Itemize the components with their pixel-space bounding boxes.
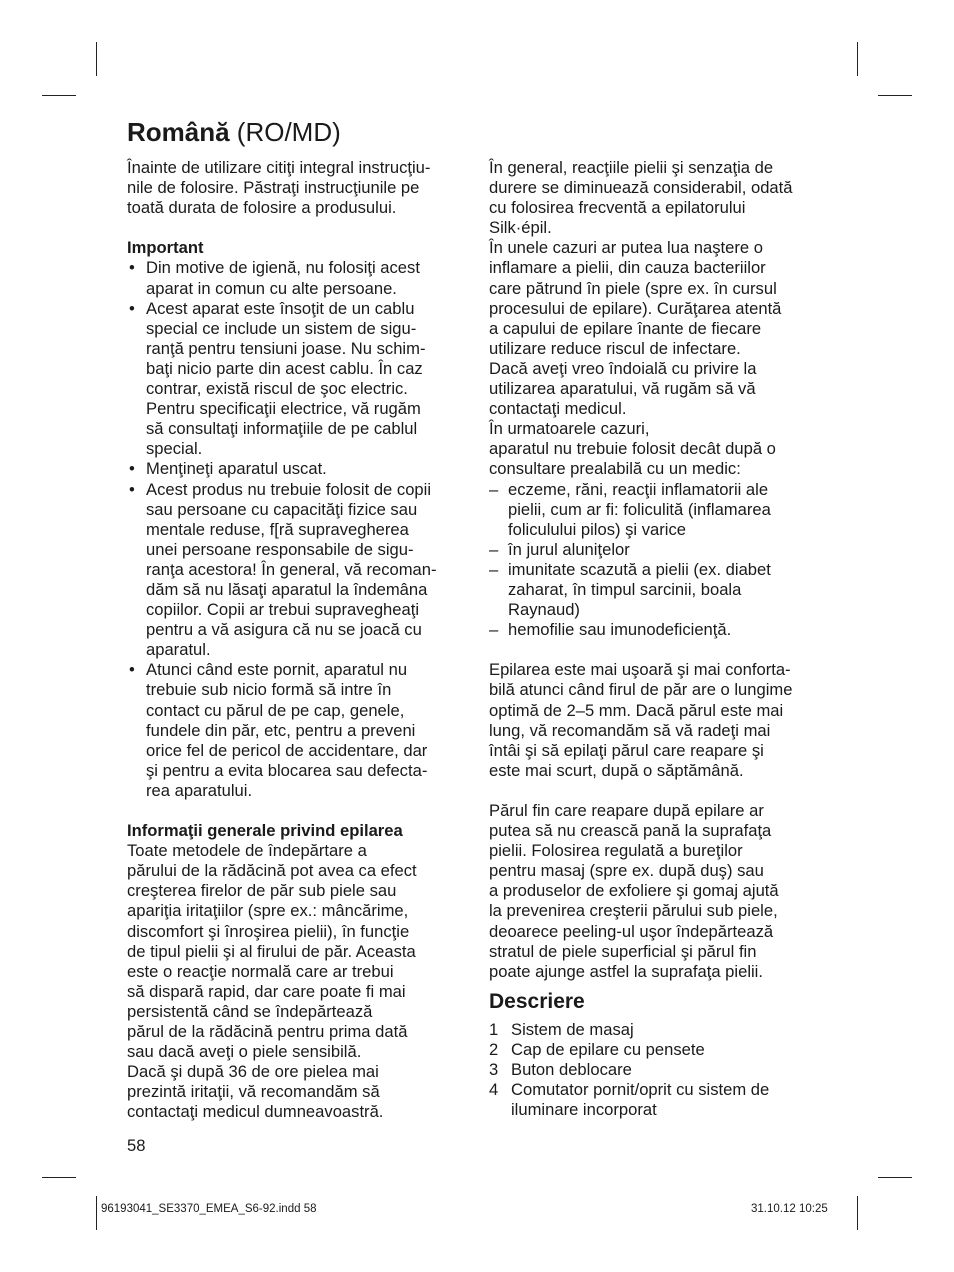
skin-reactions-line: Dacă aveţi vreo îndoială cu privire la (489, 358, 757, 378)
skin-reactions-line: aparatul nu trebuie folosit decât după o (489, 439, 776, 459)
skin-reactions-line: contactaţi medicul. (489, 399, 627, 419)
hair-length-line: optimă de 2–5 mm. Dacă părul este mai (489, 700, 784, 720)
hair-length-line: Epilarea este mai uşoară şi mai conforta- (489, 660, 791, 680)
crop-mark-right-top (878, 95, 912, 96)
left-column (127, 158, 472, 1123)
crop-mark-top-right (857, 42, 858, 76)
important-heading: Important (127, 238, 204, 258)
crop-mark-left-bottom (42, 1177, 76, 1178)
dash-item: – imunitate scazută a pielii (ex. diabet zaharat, în timpul sarcinii, boala Raynaud) (489, 559, 771, 620)
title-language: Română (127, 117, 230, 147)
crop-mark-bottom-left (96, 1196, 97, 1230)
general-info-line: să dispară rapid, dar care poate fi mai (127, 981, 406, 1001)
descriere-heading: Descriere (489, 989, 585, 1013)
footer-date-slug: 31.10.12 10:25 (751, 1203, 828, 1215)
dash-item-marker: – (489, 620, 499, 640)
general-info-heading: Informaţii generale privind epilarea (127, 821, 403, 841)
descriere-item: 4 Comutator pornit/oprit cu sistem de iluminare incorporat (489, 1080, 770, 1120)
skin-reactions-line: În unele cazuri ar putea lua naştere o (489, 238, 763, 258)
descriere-item-marker: 1 (489, 1019, 499, 1039)
ingrown-hair-line: la prevenirea creşterii părului sub piele, (489, 901, 778, 921)
bullet-item: • Atunci când este pornit, aparatul nu trebuie sub nicio formă să intre în contact cu părul de pe cap, genele, fundele din păr, etc, pentru a preveni orice fel de pericol de accidentare, dar şi pentru a evita blocarea sau defecta- rea aparatului. (129, 660, 428, 800)
general-info-line: este o reacţie normală care ar trebui (127, 961, 394, 981)
general-info-line: Dacă şi după 36 de ore pielea mai (127, 1062, 379, 1082)
bullet-item-marker: • (129, 660, 135, 680)
ingrown-hair-line: deoarece peeling-ul uşor îndepărtează (489, 921, 774, 941)
hair-length-line: bilă atunci când firul de păr are o lungime (489, 680, 793, 700)
general-info-line: prezintă iritaţii, vă recomandăm să (127, 1082, 380, 1102)
general-info-line: discomfort şi înroşirea pielii), în funcţie (127, 921, 410, 941)
bullet-item: • Din motive de igienă, nu folosiţi acest aparat in comun cu alte persoane. (129, 258, 420, 298)
dash-item-marker: – (489, 539, 499, 559)
intro-line: toată durata de folosire a produsului. (127, 198, 397, 218)
descriere-item: 2 Cap de epilare cu pensete (489, 1039, 705, 1059)
bullet-item: • Menţineţi aparatul uscat. (129, 459, 327, 479)
hair-length-line: întâi şi să epilaţi părul care reapare şi (489, 740, 764, 760)
skin-reactions-line: durere se diminuează considerabil, odată (489, 178, 793, 198)
skin-reactions-line: În urmatoarele cazuri, (489, 419, 650, 439)
general-info-line: apariţia iritaţiilor (spre ex.: mâncărime, (127, 901, 409, 921)
bullet-item-marker: • (129, 459, 135, 479)
skin-reactions-line: inflamare a pielii, din cauza bacteriilor (489, 258, 766, 278)
page-title (127, 114, 341, 150)
dash-item-marker: – (489, 479, 499, 499)
descriere-item: 3 Buton deblocare (489, 1060, 632, 1080)
hair-length-paragraph (489, 660, 834, 781)
title-region: (RO/MD) (229, 117, 341, 147)
general-info-paragraph (127, 841, 472, 1122)
ingrown-hair-line: poate ajunge astfel la suprafaţa pielii. (489, 961, 763, 981)
general-info-line: sau dacă aveţi o piele sensibilă. (127, 1042, 362, 1062)
intro-line: nile de folosire. Păstraţi instrucţiunile pe (127, 178, 420, 198)
skin-reactions-line: care pătrund în piele (spre ex. în cursul (489, 278, 777, 298)
crop-mark-bottom-right (857, 1196, 858, 1230)
general-info-line: Toate metodele de îndepărtare a (127, 841, 367, 861)
skin-reactions-line: utilizarea aparatului, vă rugăm să vă (489, 379, 756, 399)
page-number: 58 (127, 1136, 146, 1155)
ingrown-hair-line: stratul de piele superficial şi părul fin (489, 941, 757, 961)
descriere-list (489, 1020, 834, 1120)
dash-item-marker: – (489, 559, 499, 579)
general-info-line: contactaţi medicul dumneavoastră. (127, 1102, 384, 1122)
contraindications-list (489, 480, 834, 641)
dash-item: – hemofilie sau imunodeficienţă. (489, 620, 732, 640)
skin-reactions-line: Silk·épil. (489, 218, 552, 238)
bullet-item: • Acest produs nu trebuie folosit de copii sau persoane cu capacităţi fizice sau mentale reduse, f[ră supravegherea unei persoane responsabile de sigu- ranţa acestora! În general, vă recoman- dăm să nu lăsaţi aparatul la îndemâna copiilor. Copii ar trebui supravegheaţi pentru a vă asigura că nu se joacă cu aparatul. (129, 479, 437, 660)
footer-file-slug: 96193041_SE3370_EMEA_S6-92.indd 58 (101, 1203, 317, 1215)
ingrown-hair-line: Părul fin care reapare după epilare ar (489, 801, 764, 820)
hair-length-line: este mai scurt, după o săptămână. (489, 760, 744, 780)
general-info-line: părului de la rădăcină pot avea ca efect (127, 861, 417, 881)
dash-item: – eczeme, răni, reacţii inflamatorii ale pielii, cum ar fi: foliculită (inflamarea foliculului pilos) şi varice (489, 479, 771, 539)
dash-item: – în jurul aluniţelor (489, 539, 630, 559)
descriere-item-marker: 3 (489, 1060, 499, 1080)
bullet-item-marker: • (129, 298, 135, 318)
skin-reactions-line: În general, reacţiile pielii şi senzaţia de (489, 158, 774, 177)
ingrown-hair-line: a produselor de exfoliere şi gomaj ajută (489, 881, 779, 901)
descriere-item-marker: 2 (489, 1039, 499, 1059)
skin-reactions-paragraph (489, 158, 834, 480)
skin-reactions-line: a capului de epilare înante de fiecare (489, 318, 762, 338)
crop-mark-left-top (42, 95, 76, 96)
bullet-item: • Acest aparat este însoţit de un cablu special ce include un sistem de sigu- ranţă pentru tensiuni joase. Nu schim- baţi nicio parte din acest cablu. În caz contrar, există riscul de şoc electric. Pentru specificaţii electrice, vă rugăm să consultaţi informaţiile de pe cablul special. (129, 298, 426, 459)
general-info-line: persistentă când se îndepărtează (127, 1001, 373, 1021)
crop-mark-top-left (96, 42, 97, 76)
hair-length-line: lung, vă recomandăm să vă radeţi mai (489, 720, 771, 740)
ingrown-hair-paragraph (489, 801, 834, 982)
general-info-line: creşterea firelor de păr sub piele sau (127, 881, 397, 901)
intro-paragraph (127, 158, 472, 218)
skin-reactions-line: cu folosirea frecventă a epilatorului (489, 198, 746, 218)
bullet-item-marker: • (129, 479, 135, 499)
crop-mark-right-bottom (878, 1177, 912, 1178)
descriere-item: 1 Sistem de masaj (489, 1019, 634, 1039)
skin-reactions-line: utilizare reduce riscul de infectare. (489, 338, 741, 358)
general-info-line: părul de la rădăcină pentru prima dată (127, 1022, 408, 1042)
bullet-item-marker: • (129, 258, 135, 278)
ingrown-hair-line: putea să nu crească pană la suprafaţa (489, 821, 772, 841)
important-bullet-list (127, 258, 472, 801)
skin-reactions-line: consultare prealabilă cu un medic: (489, 459, 741, 479)
intro-line: Înainte de utilizare citiţi integral instrucţiu- (127, 158, 431, 177)
ingrown-hair-line: pentru masaj (spre ex. după duş) sau (489, 861, 764, 881)
general-info-line: de tipul pielii şi al firului de păr. Aceasta (127, 941, 416, 961)
right-column (489, 158, 834, 1120)
skin-reactions-line: procesului de epilare). Curăţarea atentă (489, 298, 782, 318)
ingrown-hair-line: pielii. Folosirea regulată a bureţilor (489, 841, 743, 861)
descriere-item-marker: 4 (489, 1080, 499, 1100)
